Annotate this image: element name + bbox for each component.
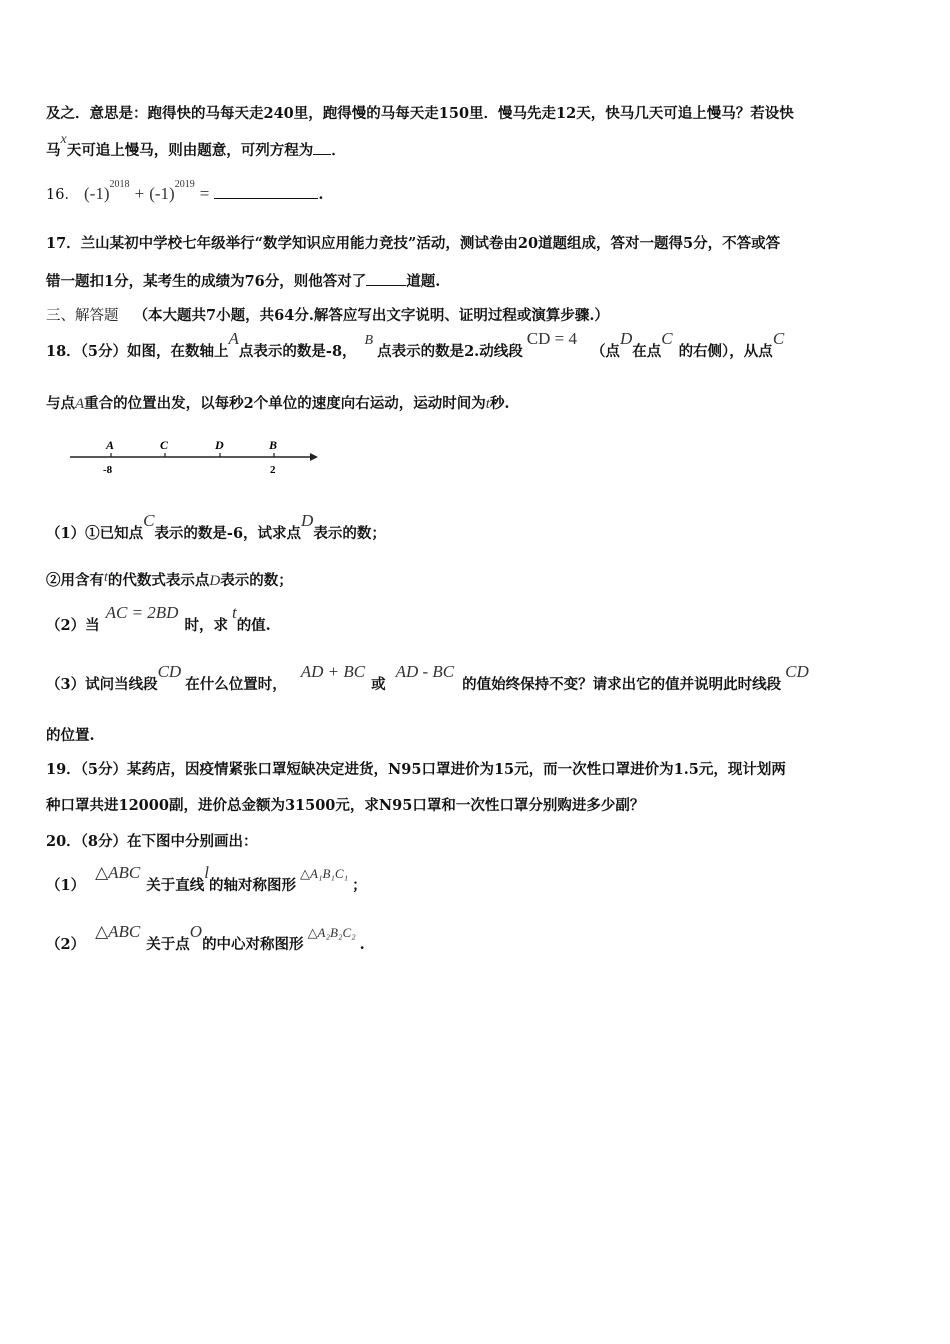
answer-blank[interactable] bbox=[214, 198, 318, 199]
point-c: C bbox=[661, 329, 673, 348]
q18-part-3b: 的位置. bbox=[46, 727, 95, 744]
math-base: (-1) bbox=[149, 184, 175, 203]
q18-text: 时，求 bbox=[184, 617, 228, 634]
q18-text: 秒. bbox=[489, 395, 510, 412]
math-operator: + bbox=[134, 184, 145, 203]
q17-line-2 bbox=[46, 270, 440, 291]
var-t: t bbox=[104, 570, 108, 585]
q15-line-2 bbox=[46, 132, 346, 160]
section-title: 三、解答题 bbox=[46, 308, 119, 324]
eq-cd-4: CD = 4 bbox=[526, 329, 577, 348]
q19-line-1: 19．（5分）某药店，因疫情紧张口罩短缺决定进货，N95口罩进价为15元，而一次性口罩进价为1.5元，现计划两 bbox=[46, 761, 786, 778]
q20-text: （1） bbox=[46, 877, 86, 894]
point-d: D bbox=[209, 573, 221, 589]
q15-text: 马 bbox=[46, 142, 61, 159]
point-a: A bbox=[75, 396, 85, 412]
point-o: O bbox=[189, 922, 203, 941]
segment-cd: CD bbox=[157, 662, 182, 681]
point-d: D bbox=[619, 329, 633, 348]
q18-text: 表示的数； bbox=[220, 572, 293, 589]
q18-part-1 bbox=[46, 511, 386, 543]
section-heading bbox=[46, 304, 609, 325]
value-b: 2 bbox=[270, 464, 276, 476]
q17-line-1: 17．兰山某初中学校七年级举行“数学知识应用能力竞技”活动，测试卷由20道题组成，答对一题得5分，不答或答 bbox=[46, 235, 781, 252]
q20-text: 关于点 bbox=[146, 936, 190, 953]
point-b: B bbox=[364, 333, 374, 348]
answer-blank[interactable] bbox=[366, 285, 406, 286]
q20-text: （2） bbox=[46, 936, 86, 953]
q18-text: 的代数式表示点 bbox=[107, 572, 210, 589]
section-note: （本大题共7小题，共64分.解答应写出文字说明、证明过程或演算步骤.） bbox=[133, 307, 609, 324]
label-b: B bbox=[269, 438, 278, 452]
triangle-a2b2c2: △A₂B₂C₂ bbox=[307, 925, 356, 940]
q18-text: 的值始终保持不变？请求出它的值并说明此时线段 bbox=[462, 676, 782, 693]
expr-ad-minus-bc: AD - BC bbox=[395, 662, 455, 681]
q20-text: 的轴对称图形 bbox=[209, 877, 297, 894]
q15-line-1: 及之．意思是：跑得快的马每天走240里，跑得慢的马每天走150里．慢马先走12天，快马几天可追上慢马？若设快 bbox=[46, 105, 794, 122]
q18-text: 的右侧），从点 bbox=[678, 343, 773, 360]
eq-ac-2bd: AC = 2BD bbox=[105, 603, 179, 622]
var-x: x bbox=[60, 132, 67, 147]
q18-text: 或 bbox=[371, 676, 386, 693]
q20-line-1: 20．（8分）在下图中分别画出： bbox=[46, 833, 258, 850]
q20-text: . bbox=[359, 936, 365, 953]
var-t: t bbox=[231, 603, 237, 622]
q18-text: （2）当 bbox=[46, 617, 100, 634]
q18-text: （点 bbox=[590, 343, 620, 360]
value-a: -8 bbox=[103, 464, 113, 476]
label-d: D bbox=[215, 438, 224, 452]
period: . bbox=[318, 186, 324, 203]
number-line-figure bbox=[66, 434, 326, 480]
q18-text: 点表示的数是2.动线段 bbox=[377, 343, 523, 360]
math-operator: = bbox=[199, 184, 210, 203]
q20-text: ； bbox=[352, 877, 367, 894]
q18-text: 重合的位置出发，以每秒2个单位的速度向右运动，运动时间为 bbox=[84, 395, 486, 412]
math-exponent: 2018 bbox=[109, 179, 130, 190]
label-a: A bbox=[106, 438, 115, 452]
triangle-abc: △ABC bbox=[95, 863, 141, 882]
q18-text: 表示的数； bbox=[313, 525, 386, 542]
var-t: t bbox=[485, 396, 490, 412]
point-c: C bbox=[772, 329, 785, 348]
q18-line-1 bbox=[46, 329, 785, 361]
q17-text: 错一题扣1分，某考生的成绩为76分，则他答对了 bbox=[46, 273, 367, 290]
q18-text: 的值. bbox=[236, 617, 271, 634]
q16-line bbox=[46, 179, 324, 204]
q19-line-2: 种口罩共进12000副，进价总金额为31500元，求N95口罩和一次性口罩分别购进多少副？ bbox=[46, 797, 645, 814]
triangle-abc: △ABC bbox=[95, 922, 141, 941]
q18-text: （3）试问当线段 bbox=[46, 676, 158, 693]
q18-text: 在点 bbox=[632, 343, 662, 360]
axis-arrow bbox=[310, 453, 318, 461]
q18-text: 18．（5分）如图，在数轴上 bbox=[46, 343, 229, 360]
expr-ad-plus-bc: AD + BC bbox=[300, 662, 366, 681]
q18-part-1b bbox=[46, 569, 293, 590]
label-c: C bbox=[160, 438, 169, 452]
q20-text: 关于直线 bbox=[146, 877, 205, 894]
line-l: l bbox=[204, 863, 210, 882]
q15-text: 天可追上慢马，则由题意，可列方程为 bbox=[66, 142, 314, 159]
point-c: C bbox=[143, 511, 155, 530]
q20-text: 的中心对称图形 bbox=[202, 936, 304, 953]
segment-cd: CD bbox=[785, 662, 809, 681]
point-d: D bbox=[301, 511, 314, 530]
q18-text: 与点 bbox=[46, 395, 75, 412]
math-base: (-1) bbox=[84, 184, 110, 203]
triangle-a1b1c1: △A₁B₁C₁ bbox=[300, 866, 349, 881]
q18-part-2 bbox=[46, 603, 271, 635]
q20-part-1 bbox=[46, 863, 367, 895]
q18-text: 点表示的数是-8， bbox=[238, 343, 357, 360]
answer-blank[interactable] bbox=[313, 154, 331, 155]
q15-text: ． bbox=[331, 142, 346, 159]
point-a: A bbox=[228, 329, 239, 348]
question-number: 16． bbox=[46, 187, 79, 203]
q18-part-3 bbox=[46, 662, 809, 694]
q18-line-2 bbox=[46, 392, 510, 413]
q18-text: 在什么位置时， bbox=[185, 676, 287, 693]
q18-text: （1）①已知点 bbox=[46, 525, 144, 542]
q18-text: 表示的数是-6，试求点 bbox=[154, 525, 302, 542]
q18-text: ②用含有 bbox=[46, 572, 104, 589]
math-exponent: 2019 bbox=[174, 179, 195, 190]
q20-part-2 bbox=[46, 922, 365, 954]
q17-text: 道题. bbox=[406, 273, 441, 290]
